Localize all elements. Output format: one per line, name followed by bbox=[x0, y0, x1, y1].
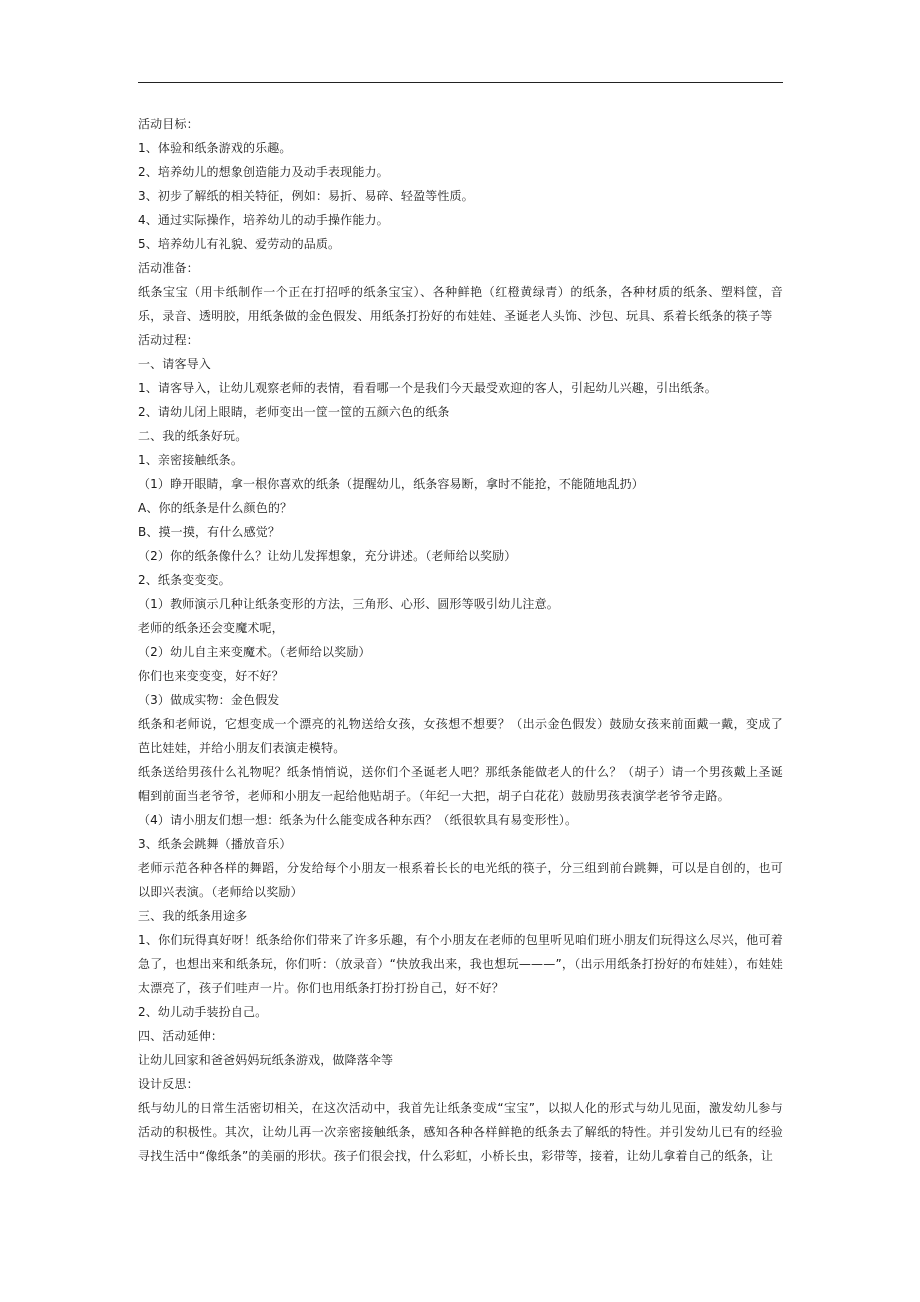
paragraph: 纸条和老师说，它想变成一个漂亮的礼物送给女孩，女孩想不想要？（出示金色假发）鼓励女孩来前面戴一戴，变成了芭比娃娃，并给小朋友们表演走模特。 bbox=[138, 717, 783, 755]
paragraph: 纸条宝宝（用卡纸制作一个正在打招呼的纸条宝宝）、各种鲜艳（红橙黄绿青）的纸条，各种材质的纸条、塑料筐，音乐，录音、透明胶，用纸条做的金色假发、用纸条打扮好的布娃娃、圣诞老人头饰、沙包、玩具、系着长纸条的筷子等 bbox=[138, 285, 783, 323]
text-line: 4、通过实际操作，培养幼儿的动手操作能力。 bbox=[138, 213, 389, 227]
text-line: A、你的纸条是什么颜色的？ bbox=[138, 501, 293, 515]
text-line: 活动过程： bbox=[138, 333, 199, 347]
text-line: 活动目标： bbox=[138, 117, 199, 131]
text-line: 老师的纸条还会变魔术呢， bbox=[138, 621, 284, 635]
text-line: 2、幼儿动手装扮自己。 bbox=[138, 1005, 268, 1019]
text-line: 你们也来变变变，好不好？ bbox=[138, 669, 284, 683]
header-rule bbox=[138, 82, 783, 83]
paragraph: 纸条送给男孩什么礼物呢？纸条悄悄说，送你们个圣诞老人吧？那纸条能做老人的什么？（胡子）请一个男孩戴上圣诞帽到前面当老爷爷，老师和小朋友一起给他贴胡子。（年纪一大把，胡子白花花）鼓励男孩表演学老爷爷走路。 bbox=[138, 765, 783, 803]
text-line: 2、培养幼儿的想象创造能力及动手表现能力。 bbox=[138, 165, 389, 179]
text-line: 二、我的纸条好玩。 bbox=[138, 429, 248, 443]
paragraph: 老师示范各种各样的舞蹈，分发给每个小朋友一根系着长长的电光纸的筷子，分三组到前台跳舞，可以是自创的，也可以即兴表演。（老师给以奖励） bbox=[138, 861, 783, 899]
text-line: 一、请客导入 bbox=[138, 357, 211, 371]
document-body bbox=[138, 112, 783, 1168]
text-line: 1、体验和纸条游戏的乐趣。 bbox=[138, 141, 292, 155]
text-line: 2、请幼儿闭上眼睛，老师变出一筐一筐的五颜六色的纸条 bbox=[138, 405, 450, 419]
text-line: 3、初步了解纸的相关特征，例如：易折、易碎、轻盈等性质。 bbox=[138, 189, 474, 203]
text-line: 3、纸条会跳舞（播放音乐） bbox=[138, 837, 292, 851]
text-line: 四、活动延伸： bbox=[138, 1029, 224, 1043]
text-line: 1、亲密接触纸条。 bbox=[138, 453, 243, 467]
text-line: 5、培养幼儿有礼貌、爱劳动的品质。 bbox=[138, 237, 341, 251]
text-line: B、摸一摸，有什么感觉？ bbox=[138, 525, 281, 539]
text-line: （4）请小朋友们想一想：纸条为什么能变成各种东西？（纸很软具有易变形性）。 bbox=[138, 813, 578, 827]
paragraph: 1、你们玩得真好呀！纸条给你们带来了许多乐趣，有个小朋友在老师的包里听见咱们班小朋友们玩得这么尽兴，他可着急了，也想出来和纸条玩，你们听：（放录音）“快放我出来，我也想玩———”，（出示用纸条打扮好的布娃娃），布娃娃太漂亮了，孩子们哇声一片。你们也用纸条打扮打扮自己，好不好？ bbox=[138, 933, 783, 995]
text-line: （1）睁开眼睛，拿一根你喜欢的纸条（提醒幼儿，纸条容易断，拿时不能抢，不能随地乱扔） bbox=[138, 477, 644, 491]
paragraph: 纸与幼儿的日常生活密切相关，在这次活动中，我首先让纸条变成“宝宝”，以拟人化的形式与幼儿见面，激发幼儿参与活动的积极性。其次，让幼儿再一次亲密接触纸条，感知各种各样鲜艳的纸条去了解纸的特性。并引发幼儿已有的经验寻找生活中“像纸条”的美丽的形状。孩子们很会找，什么彩虹，小桥长虫，彩带等，接着，让幼儿拿着自己的纸条，让 bbox=[138, 1101, 783, 1163]
text-line: （3）做成实物：金色假发 bbox=[138, 693, 280, 707]
text-line: （2）你的纸条像什么？让幼儿发挥想象，充分讲述。（老师给以奖励） bbox=[138, 549, 517, 563]
text-line: （1）教师演示几种让纸条变形的方法，三角形、心形、圆形等吸引幼儿注意。 bbox=[138, 597, 559, 611]
text-line: （2）幼儿自主来变魔术。（老师给以奖励） bbox=[138, 645, 371, 659]
text-line: 2、纸条变变变。 bbox=[138, 573, 231, 587]
text-line: 1、请客导入，让幼儿观察老师的表情，看看哪一个是我们今天最受欢迎的客人，引起幼儿兴趣，引出纸条。 bbox=[138, 381, 717, 395]
text-line: 活动准备： bbox=[138, 261, 199, 275]
text-line: 三、我的纸条用途多 bbox=[138, 909, 248, 923]
text-line: 让幼儿回家和爸爸妈妈玩纸条游戏，做降落伞等 bbox=[138, 1053, 394, 1067]
text-line: 设计反思： bbox=[138, 1077, 199, 1091]
